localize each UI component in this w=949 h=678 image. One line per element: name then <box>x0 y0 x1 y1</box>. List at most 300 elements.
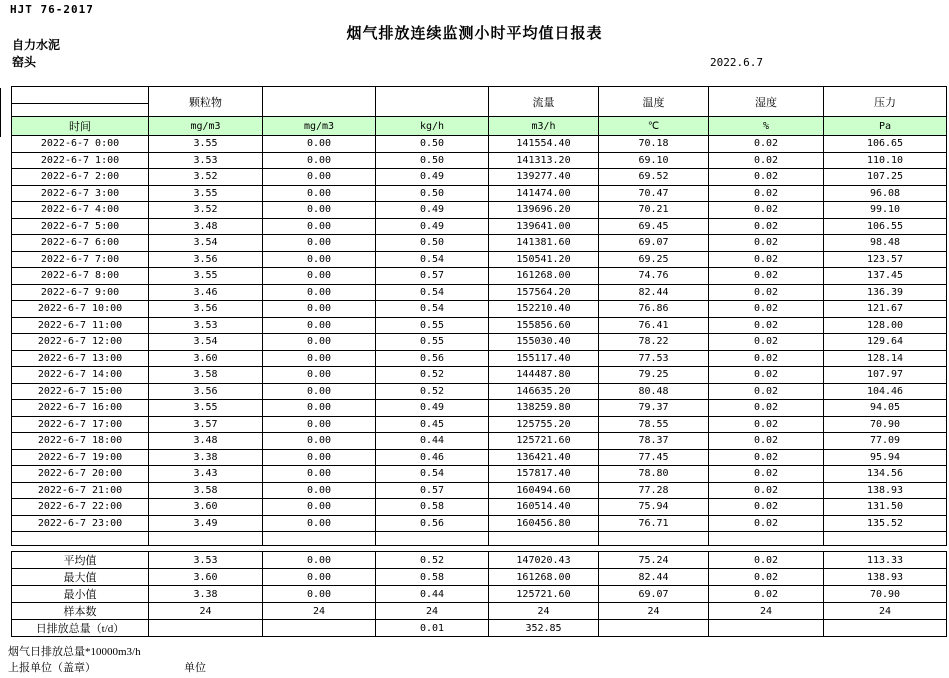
value-cell: 0.46 <box>376 449 489 466</box>
unit-kg-h: kg/h <box>376 117 489 136</box>
table-row <box>12 185 947 202</box>
value-cell: 0.00 <box>263 383 376 400</box>
value-cell: 69.45 <box>599 218 709 235</box>
value-cell: 0.45 <box>376 416 489 433</box>
value-cell: 110.10 <box>824 152 947 169</box>
value-cell: 95.94 <box>824 449 947 466</box>
canvas-edge-line <box>0 88 1 137</box>
value-cell: 147020.43 <box>489 552 599 569</box>
value-cell: 0.56 <box>376 515 489 532</box>
unit-mg-m3-b: mg/m3 <box>263 117 376 136</box>
value-cell: 80.48 <box>599 383 709 400</box>
value-cell: 0.00 <box>263 235 376 252</box>
page-title: 烟气排放连续监测小时平均值日报表 <box>346 26 603 42</box>
value-cell: 0.00 <box>263 515 376 532</box>
value-cell: 0.57 <box>376 268 489 285</box>
value-cell: 3.48 <box>149 218 263 235</box>
table-row <box>12 400 947 417</box>
value-cell: 0.02 <box>709 268 824 285</box>
value-cell: 3.58 <box>149 482 263 499</box>
value-cell: 0.02 <box>709 499 824 516</box>
summary-rows <box>12 552 947 637</box>
value-cell: 0.00 <box>263 482 376 499</box>
summary-row <box>12 586 947 603</box>
value-cell: 106.55 <box>824 218 947 235</box>
value-cell: 78.80 <box>599 466 709 483</box>
col-header-particulate: 颗粒物 <box>149 87 263 117</box>
value-cell: 157817.40 <box>489 466 599 483</box>
report-date: 2022.6.7 <box>710 56 763 69</box>
table-row <box>12 433 947 450</box>
value-cell: 0.58 <box>376 569 489 586</box>
value-cell: 141381.60 <box>489 235 599 252</box>
value-cell: 3.56 <box>149 383 263 400</box>
summary-row <box>12 620 947 637</box>
value-cell: 0.52 <box>376 367 489 384</box>
value-cell: 352.85 <box>489 620 599 637</box>
footer-unit-label: 单位 <box>184 662 206 674</box>
row-label-cell: 日排放总量（t/d） <box>12 620 149 637</box>
value-cell: 3.55 <box>149 185 263 202</box>
unit-celsius: ℃ <box>599 117 709 136</box>
value-cell: 78.55 <box>599 416 709 433</box>
value-cell: 3.53 <box>149 152 263 169</box>
row-label-cell: 平均值 <box>12 552 149 569</box>
value-cell: 0.54 <box>376 251 489 268</box>
value-cell: 0.50 <box>376 235 489 252</box>
value-cell: 0.00 <box>263 202 376 219</box>
value-cell: 0.49 <box>376 218 489 235</box>
value-cell: 0.00 <box>263 334 376 351</box>
value-cell: 113.33 <box>824 552 947 569</box>
value-cell: 139277.40 <box>489 169 599 186</box>
value-cell: 79.25 <box>599 367 709 384</box>
value-cell: 0.00 <box>263 152 376 169</box>
value-cell: 0.00 <box>263 251 376 268</box>
value-cell <box>263 532 376 546</box>
value-cell <box>149 532 263 546</box>
row-label-cell: 2022-6-7 17:00 <box>12 416 149 433</box>
value-cell: 0.00 <box>263 301 376 318</box>
value-cell: 0.02 <box>709 202 824 219</box>
row-label-cell: 2022-6-7 7:00 <box>12 251 149 268</box>
value-cell: 0.02 <box>709 552 824 569</box>
value-cell: 79.37 <box>599 400 709 417</box>
value-cell: 0.00 <box>263 499 376 516</box>
value-cell: 0.00 <box>263 136 376 153</box>
value-cell: 152210.40 <box>489 301 599 318</box>
row-label-cell: 2022-6-7 6:00 <box>12 235 149 252</box>
value-cell: 94.05 <box>824 400 947 417</box>
value-cell: 3.54 <box>149 235 263 252</box>
value-cell: 0.56 <box>376 350 489 367</box>
row-label-cell: 2022-6-7 13:00 <box>12 350 149 367</box>
value-cell: 0.02 <box>709 383 824 400</box>
value-cell: 129.64 <box>824 334 947 351</box>
value-cell: 0.02 <box>709 449 824 466</box>
value-cell: 69.07 <box>599 235 709 252</box>
value-cell: 3.55 <box>149 400 263 417</box>
main-data-table <box>11 86 947 546</box>
value-cell: 0.44 <box>376 586 489 603</box>
value-cell: 3.53 <box>149 317 263 334</box>
row-label-cell: 最大值 <box>12 569 149 586</box>
col-header-temperature: 温度 <box>599 87 709 117</box>
row-label-cell: 2022-6-7 9:00 <box>12 284 149 301</box>
value-cell: 24 <box>599 603 709 620</box>
value-cell: 160456.80 <box>489 515 599 532</box>
value-cell: 3.38 <box>149 586 263 603</box>
value-cell: 0.50 <box>376 185 489 202</box>
value-cell: 98.48 <box>824 235 947 252</box>
value-cell: 131.50 <box>824 499 947 516</box>
value-cell <box>599 620 709 637</box>
row-label-cell: 2022-6-7 3:00 <box>12 185 149 202</box>
value-cell: 0.00 <box>263 185 376 202</box>
value-cell: 0.02 <box>709 400 824 417</box>
value-cell: 3.38 <box>149 449 263 466</box>
table-row <box>12 466 947 483</box>
unit-percent: % <box>709 117 824 136</box>
value-cell: 0.02 <box>709 482 824 499</box>
value-cell: 24 <box>149 603 263 620</box>
row-label-cell: 2022-6-7 4:00 <box>12 202 149 219</box>
value-cell: 0.02 <box>709 466 824 483</box>
value-cell: 77.53 <box>599 350 709 367</box>
summary-table <box>11 551 947 637</box>
table-row <box>12 317 947 334</box>
value-cell: 76.86 <box>599 301 709 318</box>
value-cell: 141313.20 <box>489 152 599 169</box>
group-header-row <box>12 87 947 104</box>
value-cell: 138.93 <box>824 482 947 499</box>
value-cell: 0.02 <box>709 350 824 367</box>
value-cell: 0.50 <box>376 136 489 153</box>
value-cell: 70.90 <box>824 586 947 603</box>
value-cell: 3.60 <box>149 499 263 516</box>
value-cell: 0.02 <box>709 569 824 586</box>
row-label-cell: 最小值 <box>12 586 149 603</box>
value-cell: 135.52 <box>824 515 947 532</box>
value-cell: 0.02 <box>709 515 824 532</box>
col-header-humidity: 湿度 <box>709 87 824 117</box>
value-cell: 0.58 <box>376 499 489 516</box>
value-cell: 76.71 <box>599 515 709 532</box>
value-cell: 24 <box>263 603 376 620</box>
value-cell: 24 <box>489 603 599 620</box>
value-cell: 146635.20 <box>489 383 599 400</box>
value-cell: 0.54 <box>376 301 489 318</box>
col-header-time: 时间 <box>12 117 149 136</box>
value-cell: 137.45 <box>824 268 947 285</box>
value-cell <box>824 532 947 546</box>
value-cell: 161268.00 <box>489 268 599 285</box>
value-cell: 75.24 <box>599 552 709 569</box>
value-cell: 138259.80 <box>489 400 599 417</box>
value-cell <box>599 532 709 546</box>
value-cell: 0.00 <box>263 552 376 569</box>
summary-row <box>12 569 947 586</box>
value-cell: 74.76 <box>599 268 709 285</box>
value-cell: 0.52 <box>376 552 489 569</box>
value-cell: 160514.40 <box>489 499 599 516</box>
value-cell: 82.44 <box>599 284 709 301</box>
value-cell: 157564.20 <box>489 284 599 301</box>
value-cell: 144487.80 <box>489 367 599 384</box>
summary-row <box>12 603 947 620</box>
value-cell: 24 <box>376 603 489 620</box>
value-cell: 0.01 <box>376 620 489 637</box>
value-cell: 24 <box>824 603 947 620</box>
value-cell: 3.49 <box>149 515 263 532</box>
value-cell: 139696.20 <box>489 202 599 219</box>
unit-pa: Pa <box>824 117 947 136</box>
row-label-cell <box>12 532 149 546</box>
row-label-cell: 2022-6-7 12:00 <box>12 334 149 351</box>
value-cell: 3.54 <box>149 334 263 351</box>
table-row <box>12 301 947 318</box>
row-label-cell: 2022-6-7 1:00 <box>12 152 149 169</box>
value-cell: 77.28 <box>599 482 709 499</box>
value-cell: 125755.20 <box>489 416 599 433</box>
row-label-cell: 2022-6-7 10:00 <box>12 301 149 318</box>
col-header-flow: 流量 <box>489 87 599 117</box>
value-cell: 0.55 <box>376 334 489 351</box>
value-cell: 136.39 <box>824 284 947 301</box>
table-row <box>12 284 947 301</box>
table-row <box>12 136 947 153</box>
col-header-pressure: 压力 <box>824 87 947 117</box>
value-cell: 0.52 <box>376 383 489 400</box>
table-row <box>12 383 947 400</box>
row-label-cell: 2022-6-7 14:00 <box>12 367 149 384</box>
value-cell: 0.02 <box>709 586 824 603</box>
value-cell: 134.56 <box>824 466 947 483</box>
value-cell: 78.22 <box>599 334 709 351</box>
table-row <box>12 334 947 351</box>
value-cell <box>489 532 599 546</box>
table-row <box>12 218 947 235</box>
value-cell: 0.00 <box>263 169 376 186</box>
value-cell: 0.00 <box>263 367 376 384</box>
value-cell: 3.52 <box>149 169 263 186</box>
value-cell: 0.00 <box>263 268 376 285</box>
value-cell: 106.65 <box>824 136 947 153</box>
value-cell: 139641.00 <box>489 218 599 235</box>
value-cell: 0.00 <box>263 449 376 466</box>
footer-note: 烟气日排放总量*10000m3/h <box>8 646 141 658</box>
col-header-blank-2 <box>376 87 489 117</box>
row-label-cell: 2022-6-7 16:00 <box>12 400 149 417</box>
value-cell: 3.58 <box>149 367 263 384</box>
value-cell: 0.00 <box>263 350 376 367</box>
value-cell: 125721.60 <box>489 586 599 603</box>
value-cell: 0.02 <box>709 251 824 268</box>
unit-mg-m3-a: mg/m3 <box>149 117 263 136</box>
value-cell: 0.54 <box>376 284 489 301</box>
value-cell: 0.00 <box>263 416 376 433</box>
row-label-cell: 2022-6-7 20:00 <box>12 466 149 483</box>
table-row <box>12 268 947 285</box>
blank-row <box>12 532 947 546</box>
value-cell <box>376 532 489 546</box>
row-label-cell: 2022-6-7 18:00 <box>12 433 149 450</box>
value-cell: 82.44 <box>599 569 709 586</box>
value-cell: 0.02 <box>709 136 824 153</box>
value-cell: 96.08 <box>824 185 947 202</box>
value-cell: 0.02 <box>709 317 824 334</box>
standard-code: HJT 76-2017 <box>10 3 94 16</box>
value-cell: 107.25 <box>824 169 947 186</box>
value-cell: 141474.00 <box>489 185 599 202</box>
value-cell: 121.67 <box>824 301 947 318</box>
value-cell: 155856.60 <box>489 317 599 334</box>
value-cell: 0.02 <box>709 152 824 169</box>
table-row <box>12 251 947 268</box>
value-cell: 0.49 <box>376 400 489 417</box>
station-name: 窑头 <box>12 55 37 69</box>
value-cell: 3.56 <box>149 301 263 318</box>
value-cell: 0.54 <box>376 466 489 483</box>
value-cell: 138.93 <box>824 569 947 586</box>
value-cell: 3.56 <box>149 251 263 268</box>
value-cell: 78.37 <box>599 433 709 450</box>
value-cell: 128.14 <box>824 350 947 367</box>
value-cell: 0.49 <box>376 202 489 219</box>
value-cell: 141554.40 <box>489 136 599 153</box>
row-label-cell: 2022-6-7 21:00 <box>12 482 149 499</box>
time-header-upper-cell <box>12 87 149 104</box>
value-cell: 99.10 <box>824 202 947 219</box>
row-label-cell: 2022-6-7 5:00 <box>12 218 149 235</box>
value-cell: 0.00 <box>263 586 376 603</box>
value-cell: 0.55 <box>376 317 489 334</box>
value-cell <box>709 532 824 546</box>
table-row <box>12 416 947 433</box>
table-row <box>12 152 947 169</box>
table-row <box>12 499 947 516</box>
value-cell: 0.00 <box>263 218 376 235</box>
value-cell: 76.41 <box>599 317 709 334</box>
value-cell: 69.52 <box>599 169 709 186</box>
summary-row <box>12 552 947 569</box>
value-cell: 3.55 <box>149 268 263 285</box>
table-row <box>12 169 947 186</box>
value-cell: 0.57 <box>376 482 489 499</box>
value-cell <box>709 620 824 637</box>
value-cell: 0.00 <box>263 317 376 334</box>
value-cell: 0.44 <box>376 433 489 450</box>
table-row <box>12 482 947 499</box>
value-cell: 155030.40 <box>489 334 599 351</box>
row-label-cell: 2022-6-7 22:00 <box>12 499 149 516</box>
value-cell: 0.02 <box>709 433 824 450</box>
company-name: 自力水泥 <box>12 38 61 52</box>
value-cell: 69.10 <box>599 152 709 169</box>
value-cell: 104.46 <box>824 383 947 400</box>
row-label-cell: 2022-6-7 8:00 <box>12 268 149 285</box>
value-cell: 0.02 <box>709 185 824 202</box>
value-cell: 0.02 <box>709 367 824 384</box>
value-cell: 77.09 <box>824 433 947 450</box>
row-label-cell: 2022-6-7 23:00 <box>12 515 149 532</box>
value-cell <box>824 620 947 637</box>
value-cell: 0.02 <box>709 301 824 318</box>
value-cell: 3.60 <box>149 350 263 367</box>
value-cell: 0.00 <box>263 400 376 417</box>
value-cell <box>149 620 263 637</box>
unit-header-row <box>12 117 947 136</box>
row-label-cell: 2022-6-7 19:00 <box>12 449 149 466</box>
value-cell: 70.47 <box>599 185 709 202</box>
value-cell: 3.57 <box>149 416 263 433</box>
table-row <box>12 235 947 252</box>
value-cell: 0.02 <box>709 284 824 301</box>
value-cell: 3.60 <box>149 569 263 586</box>
value-cell: 75.94 <box>599 499 709 516</box>
value-cell: 3.52 <box>149 202 263 219</box>
table-row <box>12 449 947 466</box>
value-cell: 0.02 <box>709 334 824 351</box>
value-cell: 0.02 <box>709 169 824 186</box>
col-header-blank-1 <box>263 87 376 117</box>
value-cell: 150541.20 <box>489 251 599 268</box>
value-cell: 0.02 <box>709 416 824 433</box>
value-cell: 0.00 <box>263 284 376 301</box>
value-cell: 3.43 <box>149 466 263 483</box>
value-cell: 0.00 <box>263 433 376 450</box>
table-row <box>12 515 947 532</box>
value-cell: 136421.40 <box>489 449 599 466</box>
value-cell: 155117.40 <box>489 350 599 367</box>
value-cell: 0.49 <box>376 169 489 186</box>
row-label-cell: 2022-6-7 15:00 <box>12 383 149 400</box>
value-cell: 0.50 <box>376 152 489 169</box>
value-cell: 69.07 <box>599 586 709 603</box>
value-cell: 3.48 <box>149 433 263 450</box>
time-header-lower-cell <box>12 104 149 117</box>
table-row <box>12 202 947 219</box>
value-cell: 123.57 <box>824 251 947 268</box>
value-cell <box>263 620 376 637</box>
row-label-cell: 样本数 <box>12 603 149 620</box>
value-cell: 160494.60 <box>489 482 599 499</box>
value-cell: 0.02 <box>709 218 824 235</box>
row-label-cell: 2022-6-7 0:00 <box>12 136 149 153</box>
value-cell: 125721.60 <box>489 433 599 450</box>
value-cell: 161268.00 <box>489 569 599 586</box>
value-cell: 128.00 <box>824 317 947 334</box>
value-cell: 0.02 <box>709 235 824 252</box>
value-cell: 3.46 <box>149 284 263 301</box>
value-cell: 77.45 <box>599 449 709 466</box>
value-cell: 70.18 <box>599 136 709 153</box>
table-row <box>12 350 947 367</box>
unit-m3-h: m3/h <box>489 117 599 136</box>
table-row <box>12 367 947 384</box>
value-cell: 0.00 <box>263 466 376 483</box>
value-cell: 69.25 <box>599 251 709 268</box>
value-cell: 107.97 <box>824 367 947 384</box>
value-cell: 0.00 <box>263 569 376 586</box>
footer-report-unit-label: 上报单位（盖章） <box>8 662 96 674</box>
value-cell: 70.21 <box>599 202 709 219</box>
row-label-cell: 2022-6-7 11:00 <box>12 317 149 334</box>
value-cell: 70.90 <box>824 416 947 433</box>
row-label-cell: 2022-6-7 2:00 <box>12 169 149 186</box>
data-rows <box>12 136 947 546</box>
value-cell: 3.53 <box>149 552 263 569</box>
